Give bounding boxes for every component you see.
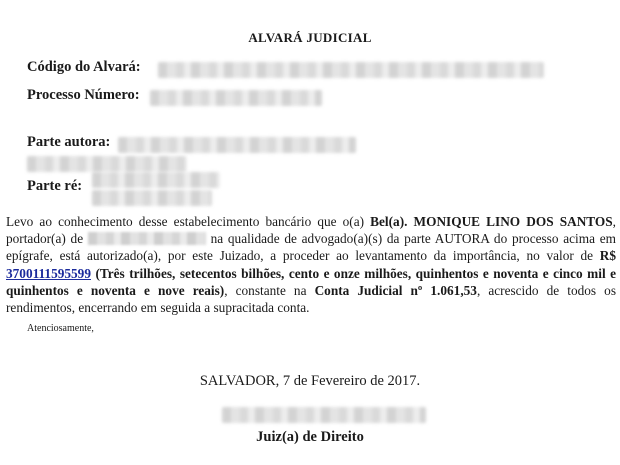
- signature-role: Juiz(a) de Direito: [256, 429, 364, 445]
- body-text-5: , acrescido de todos os rendimentos, encerrando em seguida a supracitada conta.: [6, 282, 616, 316]
- parte-re-redacted-2: [92, 190, 212, 206]
- body-text-2: , portador(a) de: [6, 214, 616, 247]
- body-text-4: , constante na: [224, 282, 315, 298]
- valor-link[interactable]: 3700111595599: [6, 265, 91, 281]
- parte-autora-redacted-2: [27, 156, 187, 172]
- body-paragraph: [6, 213, 616, 316]
- parte-autora-redacted: [118, 137, 356, 153]
- date-line: SALVADOR, 7 de Fevereiro de 2017.: [199, 373, 421, 389]
- body-text-1: Levo ao conhecimento desse estabelecimento bancário que o(a): [6, 214, 371, 229]
- parte-re-label: Parte ré:: [27, 178, 83, 194]
- document-title: ALVARÁ JUDICIAL: [248, 30, 372, 45]
- signature-name-redacted: [222, 407, 426, 423]
- valor-extenso: (Três trilhões, setecentos bilhões, cento e onze milhões, quinhentos e noventa e cinco mil e quinhentos e noventa e nove reais): [6, 265, 616, 298]
- processo-label: Processo Número:: [27, 87, 140, 103]
- advogado-name: Bel(a). MONIQUE LINO DOS SANTOS: [370, 214, 613, 229]
- body-text-3: na qualidade de advogado(a)(s) da parte AUTORA do processo acima em epígrafe, está autorizado(a), por este Juizado, a proceder ao levantamento da importância, no valor de: [6, 231, 616, 264]
- closing-text: Atenciosamente,: [27, 323, 94, 334]
- codigo-label: Código do Alvará:: [27, 59, 141, 75]
- codigo-redacted: [158, 62, 544, 78]
- conta-judicial: Conta Judicial nº 1.061,53: [314, 282, 477, 298]
- parte-autora-label: Parte autora:: [27, 134, 111, 150]
- currency-symbol: R$: [599, 248, 616, 264]
- documento-redacted: [88, 232, 206, 245]
- processo-redacted: [150, 90, 322, 106]
- parte-re-redacted: [92, 172, 220, 188]
